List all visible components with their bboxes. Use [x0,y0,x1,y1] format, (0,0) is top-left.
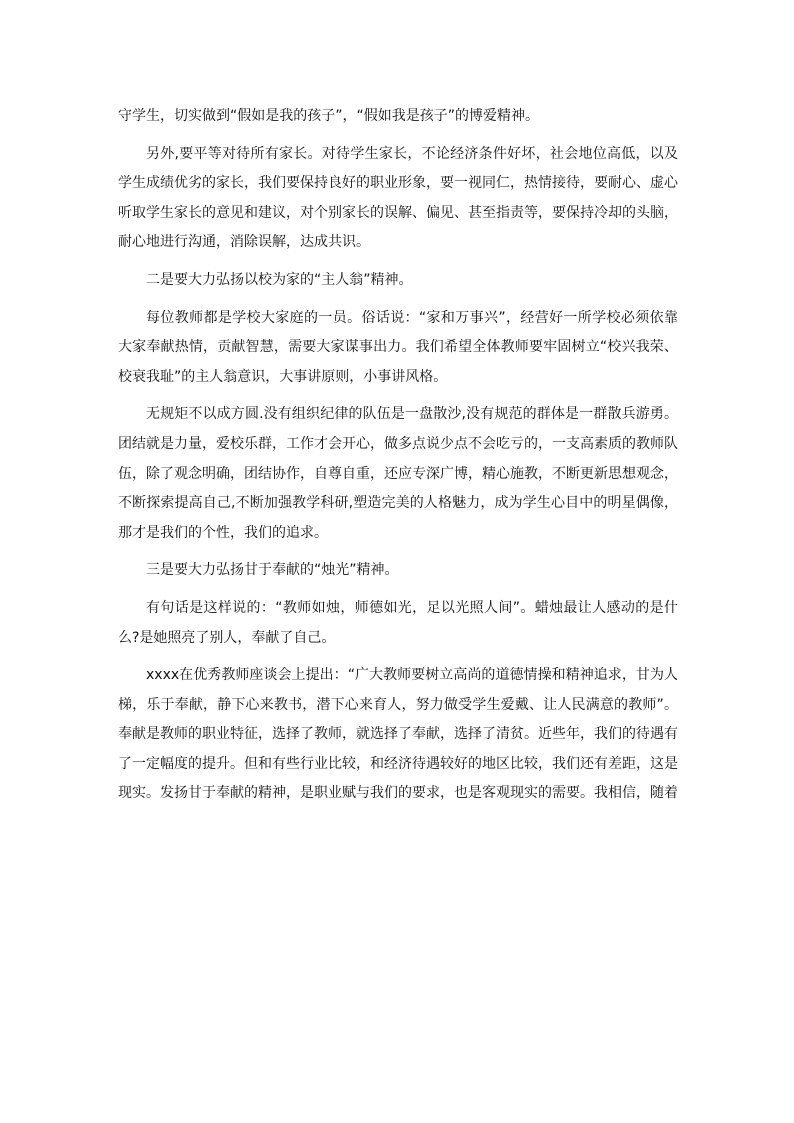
paragraph: 无规矩不以成方圆.没有组织纪律的队伍是一盘散沙,没有规范的群体是一群散兵游勇。团结就是力量，爱校乐群，工作才会开心，做多点说少点不会吃亏的，一支高素质的教师队伍，除了观念明确，团结协作，自尊自重，还应专深广博，精心施教，不断更新思想观念，不断探索提高自己,不断加强教学科研,塑造完美的人格魅力，成为学生心目中的明星偶像，那才是我们的个性，我们的追求。 [118,406,678,541]
document-body [118,102,678,817]
paragraph: 守学生，切实做到“假如是我的孩子”，“假如我是孩子”的博爱精神。 [118,108,540,124]
paragraph: 每位教师都是学校大家庭的一员。俗话说：“家和万事兴”，经营好一所学校必须依靠大家奉献热情，贡献智慧，需要大家谋事出力。我们希望全体教师要牢固树立“校兴我荣、校衰我耻”的主人翁意识，大事讲原则，小事讲风格。 [118,309,678,385]
paragraph: 有句话是这样说的：“教师如烛，师德如光，足以光照人间”。蜡烛最让人感动的是什么?是她照亮了别人，奉献了自己。 [118,599,678,646]
paragraph: 另外,要平等对待所有家长。对待学生家长，不论经济条件好坏，社会地位高低，以及学生成绩优劣的家长，我们要保持良好的职业形象，要一视同仁，热情接待，要耐心、虚心听取学生家长的意见和建议，对个别家长的误解、偏见、甚至指责等，要保持冷却的头脑，耐心地进行沟通，消除误解，达成共识。 [118,145,678,251]
paragraph: xxxx在优秀教师座谈会上提出：“广大教师要树立高尚的道德情操和精神追求，甘为人梯，乐于奉献，静下心来教书，潜下心来育人，努力做受学生爱戴、让人民满意的教师”。奉献是教师的职业特征，选择了教师，就选择了奉献，选择了清贫。近些年，我们的待遇有了一定幅度的提升。但和有些行业比较，和经济待遇较好的地区比较，我们还有差距，这是现实。发扬甘于奉献的精神，是职业赋与我们的要求，也是客观现实的需要。我相信，随着 [118,667,678,802]
section-heading: 三是要大力弘扬甘于奉献的“烛光”精神。 [146,562,399,579]
section-heading: 二是要大力弘扬以校为家的“主人翁”精神。 [146,271,413,288]
